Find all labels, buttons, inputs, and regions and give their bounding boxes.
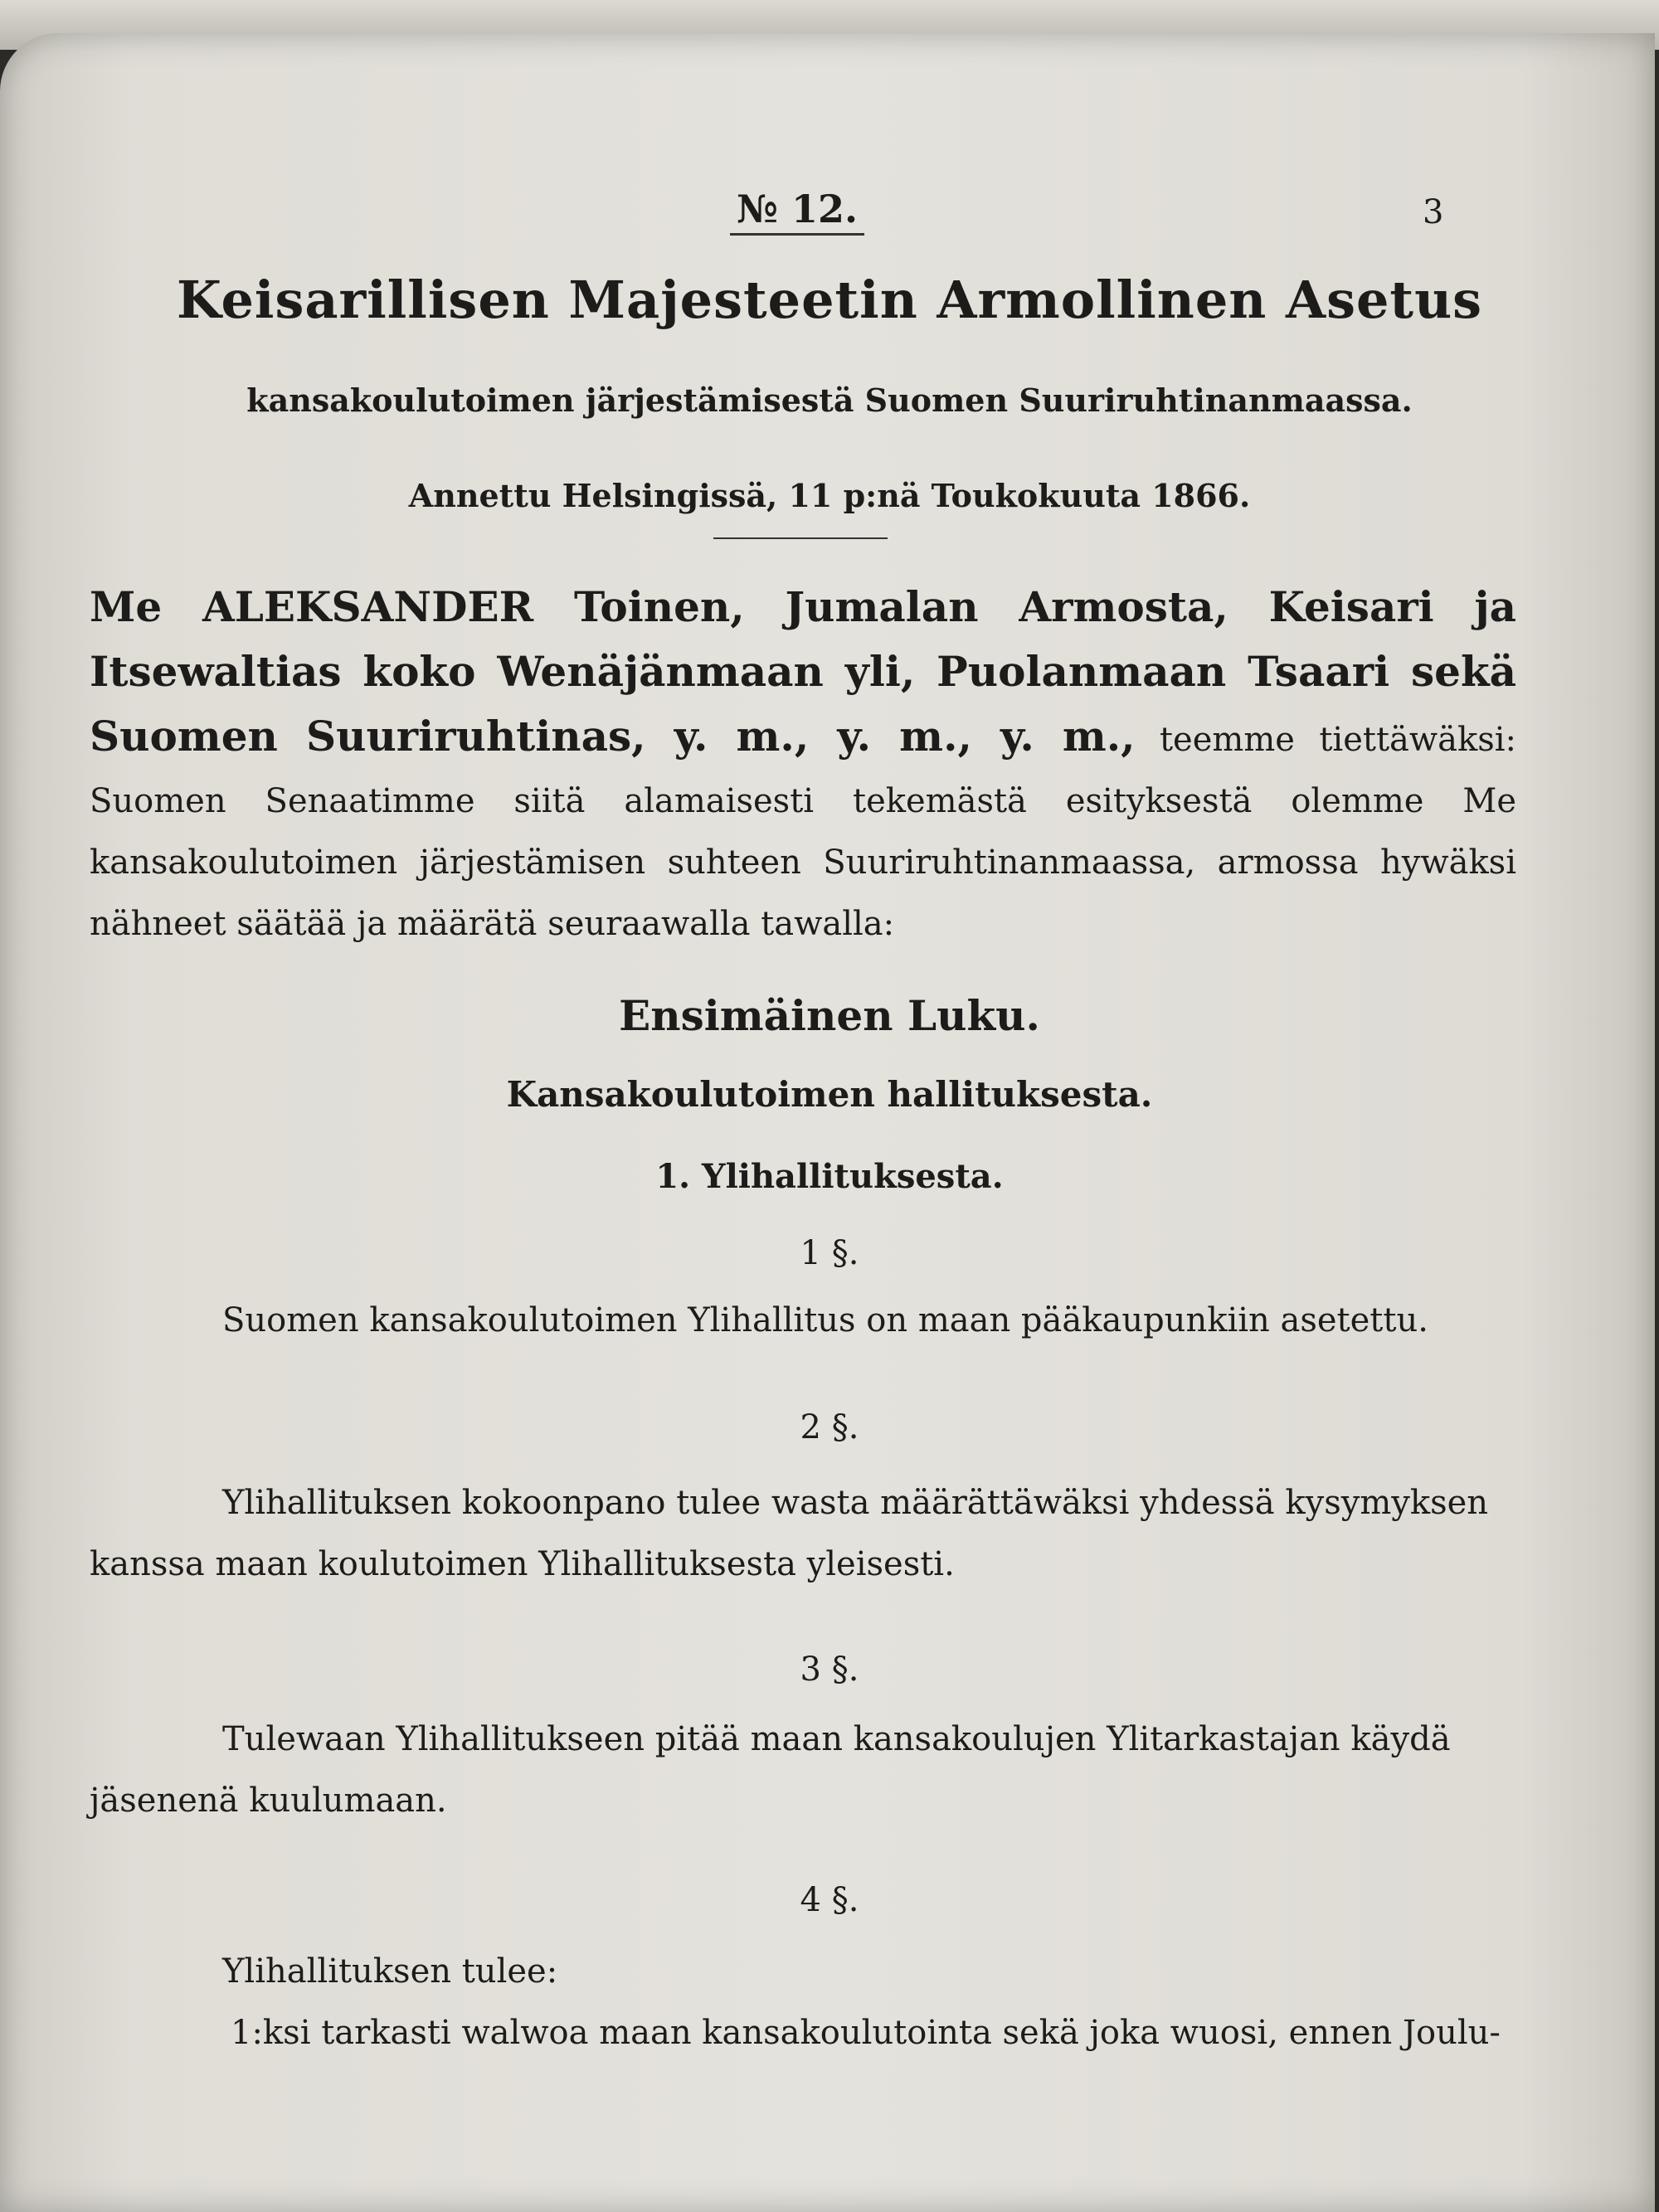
issue-number: № 12. — [730, 187, 864, 236]
paragraph-text: Ylihallituksen tulee: — [222, 1952, 558, 1991]
divider-rule — [713, 537, 888, 539]
list-item: 1:ksi tarkasti walwoa maan kansakoulutointa sekä joka wuosi, ennen Joulu- — [231, 2014, 1501, 2052]
intro-heavy-text: Me ALEKSANDER Toinen, Jumalan Armosta, Keisari ja Itsewaltias koko Wenäjänmaan yli, Puolanmaan Tsaari sekä Suomen Suuriruhtinas, y. m., y. m., y. m., — [90, 582, 1516, 761]
paragraph-sign: 3 §. — [800, 1650, 859, 1689]
paragraph-sign: 2 §. — [800, 1408, 859, 1446]
page-header — [0, 187, 1659, 245]
paragraph-text: Suomen kansakoulutoimen Ylihallitus on maan pääkaupunkiin asetettu. — [222, 1301, 1428, 1339]
paragraph-sign: 1 §. — [800, 1234, 859, 1272]
decree-title: Keisarillisen Majesteetin Armollinen Asetus — [176, 270, 1483, 330]
intro-body-text: teemme tiettäwäksi: Suomen Senaatimme siitä alamaisesti tekemästä esityksestä olemme Me kansakoulutoimen järjestämisen suhteen Suuriruhtinanmaassa, armossa hywäksi nähneet säätää ja määrätä seuraawalla tawalla: — [90, 721, 1517, 943]
decree-subtitle: kansakoulutoimen järjestämisestä Suomen Suuriruhtinanmaassa. — [246, 382, 1413, 419]
paragraph-sign: 4 §. — [800, 1881, 859, 1919]
paragraph-text: Tulewaan Ylihallitukseen pitää maan kansakoulujen Ylitarkastajan käydä jäsenenä kuulumaan. — [90, 1720, 1451, 1820]
chapter-heading: Ensimäinen Luku. — [619, 991, 1040, 1040]
decree-dateline: Annettu Helsingissä, 11 p:nä Toukokuuta 1866. — [408, 477, 1251, 514]
document-page — [0, 33, 1655, 2212]
paragraph-text: Ylihallituksen kokoonpano tulee wasta määrättäwäksi yhdessä kysymyksen kanssa maan koulutoimen Ylihallituksesta yleisesti. — [90, 1484, 1489, 1583]
section-heading: 1. Ylihallituksesta. — [655, 1157, 1004, 1196]
page-number: 3 — [1423, 193, 1444, 231]
chapter-subheading: Kansakoulutoimen hallituksesta. — [506, 1074, 1153, 1115]
intro-paragraph — [90, 576, 1516, 955]
